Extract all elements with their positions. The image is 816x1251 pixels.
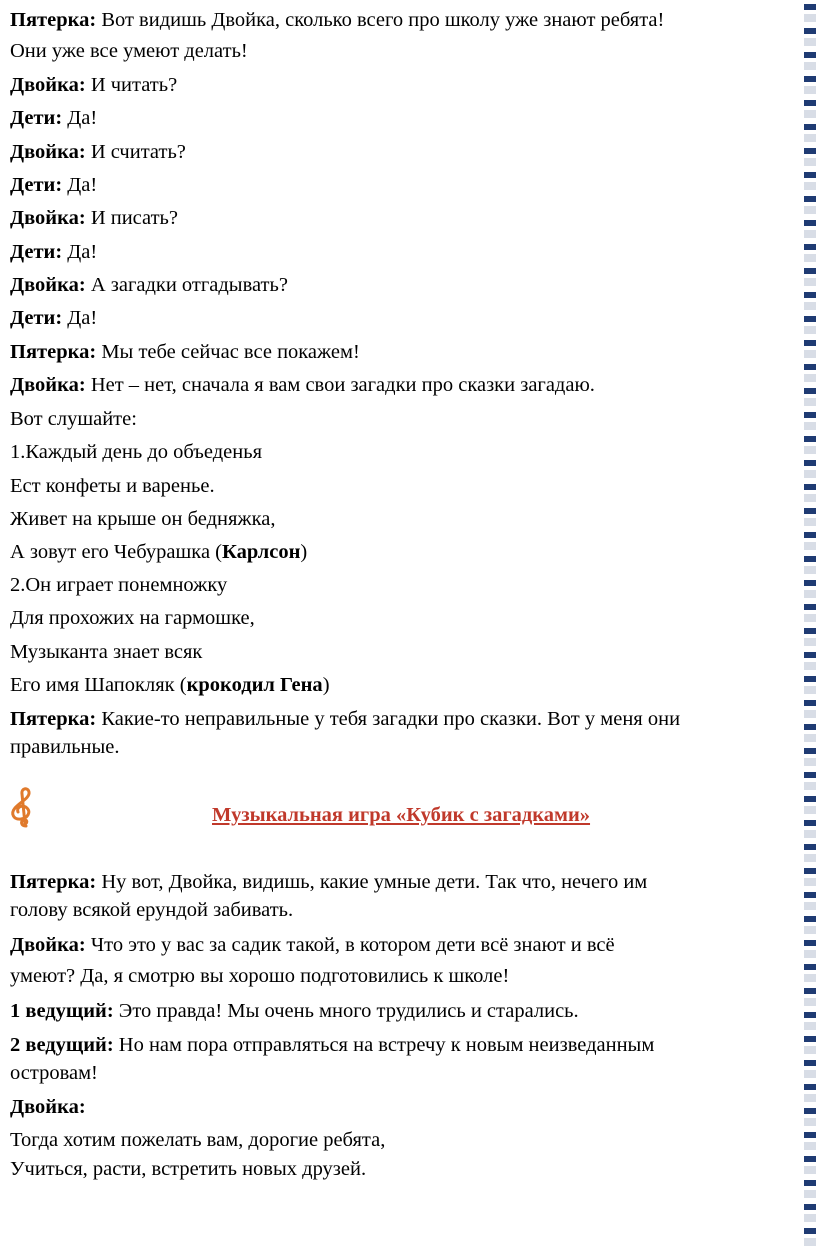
riddle-line: Для прохожих на гармошке, (10, 607, 255, 629)
dialogue-line (10, 205, 178, 231)
dialogue-line (10, 305, 97, 331)
dialogue-line-continued: умеют? Да, я смотрю вы хорошо подготовились к школе! (10, 965, 510, 987)
line-text: Они уже все умеют делать! (10, 40, 248, 62)
line-text: Вот видишь Двойка, сколько всего про школу уже знают ребята! (96, 9, 665, 31)
dialogue-line (10, 72, 177, 98)
dialogue-line (10, 372, 595, 398)
speaker-label: 1 ведущий: (10, 1000, 114, 1022)
dialogue-line (10, 239, 97, 265)
line-text: Какие-то неправильные у тебя загадки про сказки. Вот у меня они (96, 708, 681, 730)
riddle-line: Музыканта знает всяк (10, 641, 203, 663)
line-text: А зовут его Чебурашка ( (10, 541, 222, 563)
line-text: Что это у вас за садик такой, в котором дети всё знают и всё (85, 934, 615, 956)
riddle-answer-line (10, 539, 307, 565)
riddle-line (10, 439, 262, 465)
dialogue-line (10, 406, 137, 432)
speaker-label: Дети: (10, 307, 63, 329)
line-text: Это правда! Мы очень много трудились и старались. (113, 1000, 579, 1022)
riddle-line: 2.Он играет понемножку (10, 574, 228, 596)
riddle-line (10, 506, 275, 532)
speaker-label: Двойка: (10, 74, 86, 96)
dialogue-line (10, 998, 579, 1024)
line-text: Да! (62, 307, 98, 329)
poem-line: Тогда хотим пожелать вам, дорогие ребята, (10, 1129, 386, 1151)
line-text: Да! (62, 107, 98, 129)
speaker-label: Пятерка: (10, 708, 97, 730)
speaker-label: Пятерка: (10, 341, 97, 363)
dialogue-line (10, 706, 680, 732)
dialogue-line (10, 339, 360, 365)
line-text: И читать? (85, 74, 178, 96)
speaker-label: Двойка: (10, 374, 86, 396)
dialogue-line (10, 272, 288, 298)
speaker-label: Пятерка: (10, 9, 97, 31)
line-text: Нет – нет, сначала я вам свои загадки про сказки загадаю. (85, 374, 595, 396)
line-text: Ест конфеты и варенье. (10, 475, 215, 497)
riddle-answer-line (10, 672, 330, 698)
line-text: И писать? (85, 207, 179, 229)
line-text: Да! (62, 174, 98, 196)
dialogue-line (10, 932, 615, 958)
line-text: Но нам пора отправляться на встречу к новым неизведанным (113, 1034, 655, 1056)
poem-line: Учиться, расти, встретить новых друзей. (10, 1158, 367, 1180)
dialogue-line-continued: островам! (10, 1062, 98, 1084)
treble-clef-icon (4, 786, 44, 828)
riddle-answer: Карлсон (222, 541, 301, 563)
dialogue-line (10, 105, 97, 131)
riddle-answer: крокодил Гена (186, 674, 323, 696)
dialogue-line (10, 7, 664, 33)
line-text: ) (322, 674, 330, 696)
section-heading: Музыкальная игра «Кубик с загадками» (212, 804, 591, 826)
line-text: Его имя Шапокляк ( (10, 674, 187, 696)
dialogue-line (10, 869, 647, 895)
speaker-label: Пятерка: (10, 871, 97, 893)
dialogue-line-continued: голову всякой ерундой забивать. (10, 899, 294, 921)
speaker-label: Двойка: (10, 1096, 86, 1118)
dialogue-line (10, 172, 97, 198)
speaker-label: Двойка: (10, 141, 86, 163)
speaker-label: Двойка: (10, 274, 86, 296)
line-text: Живет на крыше он бедняжка, (10, 508, 276, 530)
line-text: А загадки отгадывать? (85, 274, 288, 296)
dialogue-line-continued: правильные. (10, 736, 120, 758)
line-text: 1.Каждый день до объеденья (10, 441, 262, 463)
riddle-line (10, 473, 215, 499)
dialogue-line (10, 38, 248, 64)
line-text: Мы тебе сейчас все покажем! (96, 341, 360, 363)
dialogue-line (10, 1032, 654, 1058)
speaker-label: Дети: (10, 174, 63, 196)
decorative-border (804, 0, 816, 1251)
line-text: Вот слушайте: (10, 408, 137, 430)
speaker-label: Дети: (10, 241, 63, 263)
line-text: ) (300, 541, 308, 563)
speaker-label: Двойка: (10, 934, 86, 956)
line-text: Да! (62, 241, 98, 263)
dialogue-line (10, 139, 186, 165)
line-text: И считать? (85, 141, 186, 163)
speaker-label: Дети: (10, 107, 63, 129)
speaker-label: 2 ведущий: (10, 1034, 114, 1056)
speaker-label: Двойка: (10, 207, 86, 229)
line-text: Ну вот, Двойка, видишь, какие умные дети. Так что, нечего им (96, 871, 648, 893)
